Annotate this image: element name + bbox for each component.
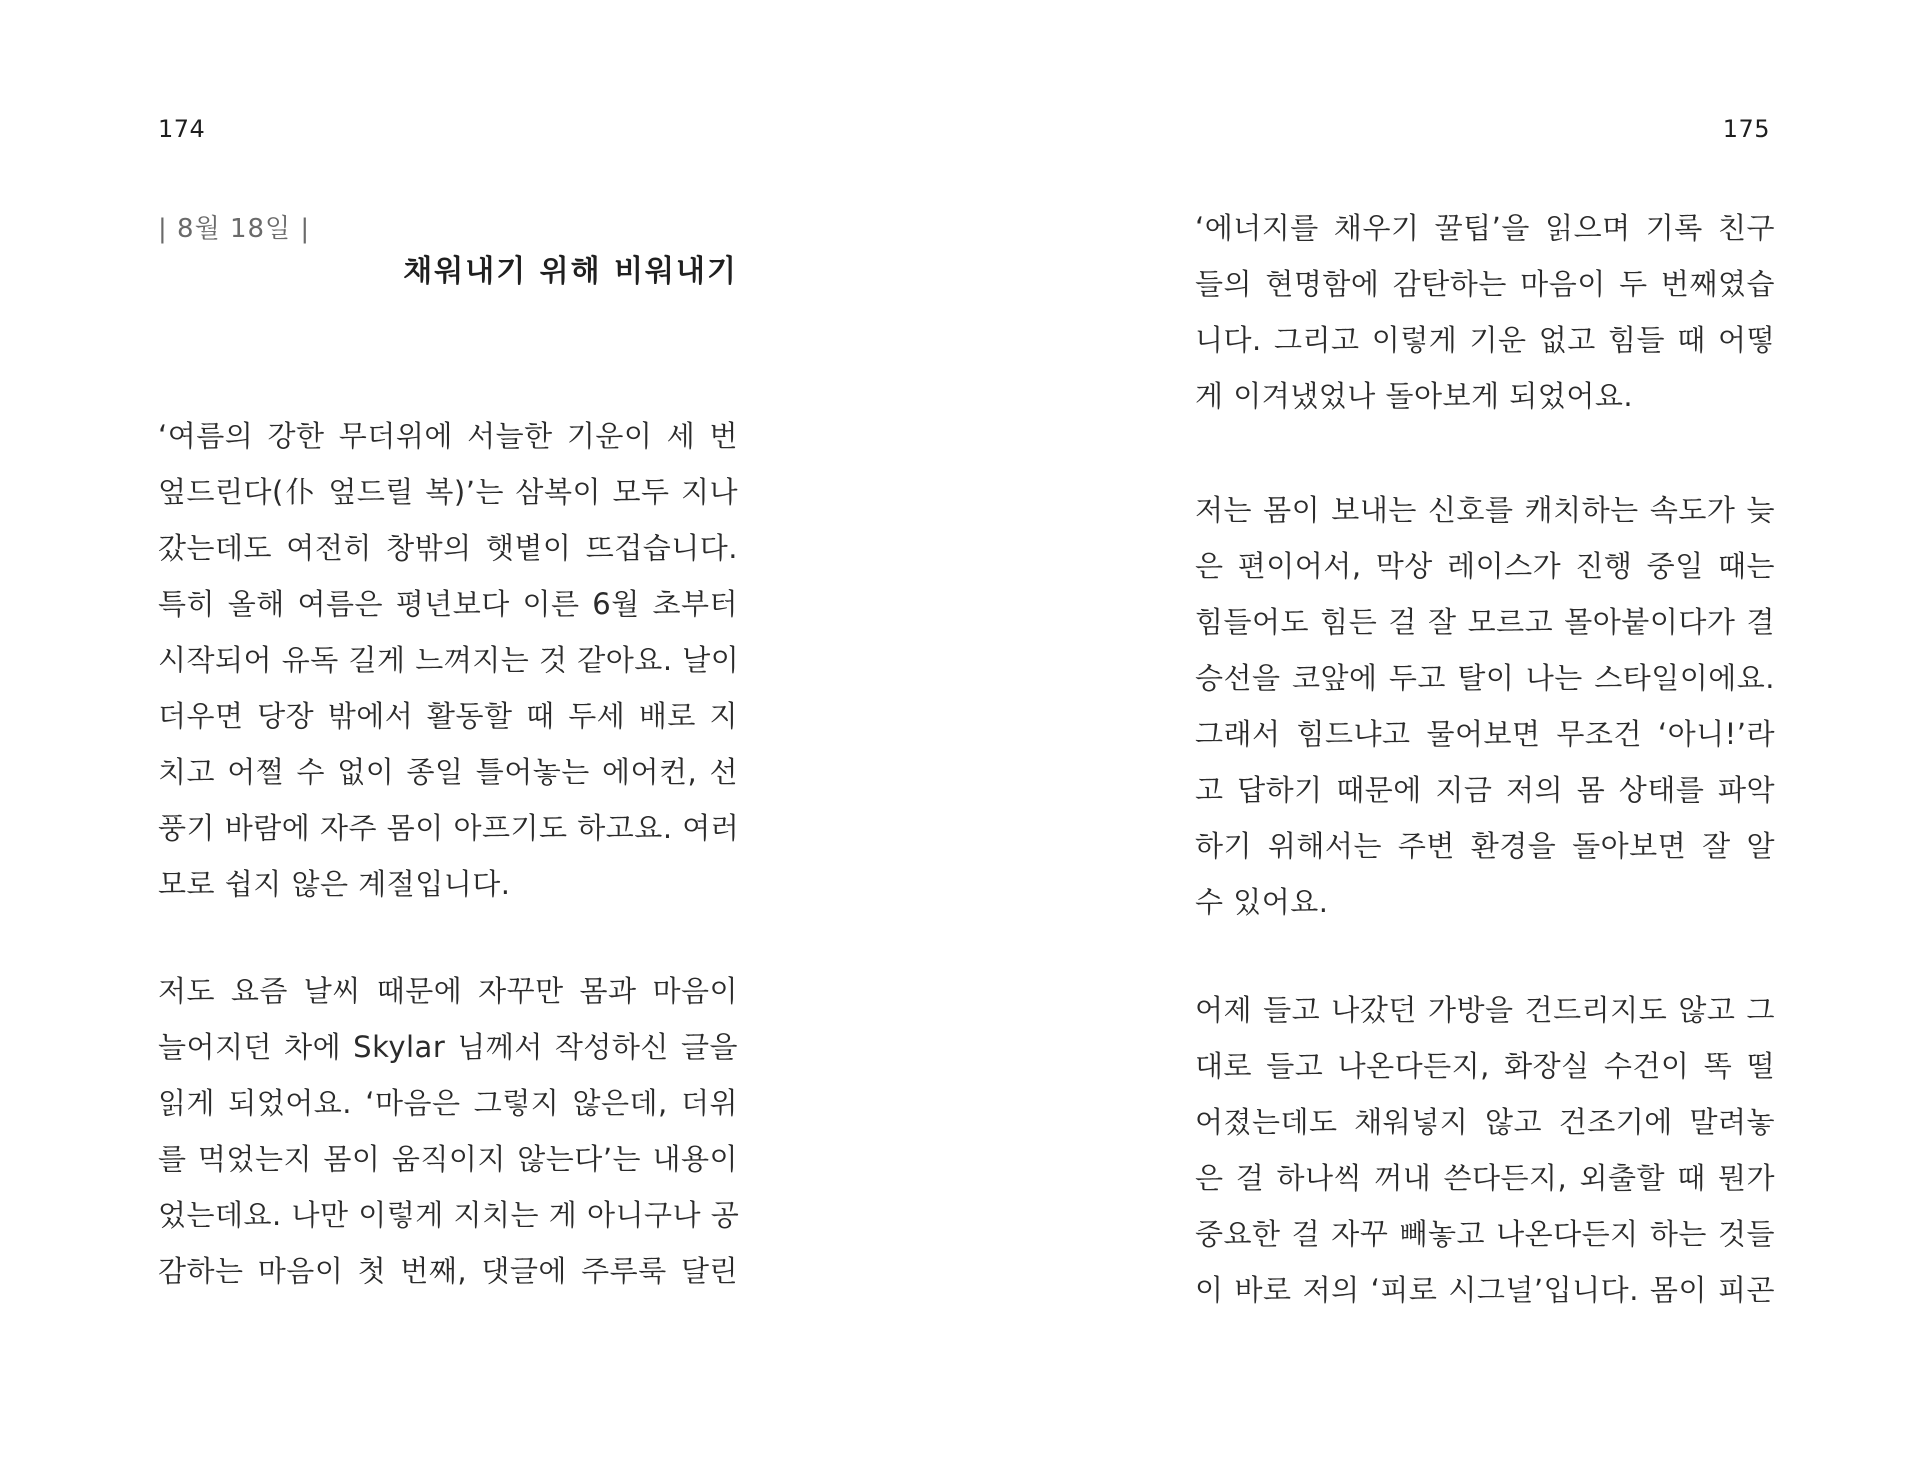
paragraph (158, 408, 738, 912)
paragraph (158, 963, 738, 1299)
text-line: 힘들어도 힘든 걸 잘 모르고 몰아붙이다가 결 (1195, 605, 1775, 639)
text-line: 하기 위해서는 주변 환경을 돌아보면 잘 알 (1195, 829, 1775, 863)
text-line: 들의 현명함에 감탄하는 마음이 두 번째였습 (1195, 267, 1775, 301)
text-line: 저는 몸이 보내는 신호를 캐치하는 속도가 늦 (1195, 493, 1775, 527)
text-line: ‘여름의 강한 무더위에 서늘한 기운이 세 번 (158, 419, 738, 453)
text-line: 갔는데도 여전히 창밖의 햇볕이 뜨겁습니다. (158, 531, 738, 565)
text-line: 시작되어 유독 길게 느껴지는 것 같아요. 날이 (158, 643, 740, 677)
text-line: 그래서 힘드냐고 물어보면 무조건 ‘아니!’라 (1195, 717, 1775, 751)
page-number-left: 174 (158, 115, 206, 143)
text-line: ‘에너지를 채우기 꿀팁’을 읽으며 기록 친구 (1195, 211, 1775, 245)
right-page (960, 0, 1920, 1483)
text-line: 승선을 코앞에 두고 탈이 나는 스타일이에요. (1195, 661, 1775, 695)
chapter-title: 채워내기 위해 비워내기 (403, 254, 738, 289)
text-line: 감하는 마음이 첫 번째, 댓글에 주루룩 달린 (158, 1254, 738, 1288)
text-line: 은 걸 하나씩 꺼내 쓴다든지, 외출할 때 뭔가 (1195, 1161, 1775, 1195)
text-line: 치고 어쩔 수 없이 종일 틀어놓는 에어컨, 선 (158, 755, 738, 789)
text-line: 를 먹었는지 몸이 움직이지 않는다’는 내용이 (158, 1142, 738, 1176)
text-line: 저도 요즘 날씨 때문에 자꾸만 몸과 마음이 (158, 974, 738, 1008)
text-line: 었는데요. 나만 이렇게 지치는 게 아니구나 공 (158, 1198, 740, 1232)
text-line: 읽게 되었어요. ‘마음은 그렇지 않은데, 더위 (158, 1086, 738, 1120)
text-line: 어졌는데도 채워넣지 않고 건조기에 말려놓 (1195, 1105, 1775, 1139)
text-line: 수 있어요. (1195, 885, 1329, 919)
text-line: 엎드린다(仆 엎드릴 복)’는 삼복이 모두 지나 (158, 475, 738, 509)
text-line: 늘어지던 차에 Skylar 님께서 작성하신 글을 (158, 1030, 738, 1064)
paragraph (1195, 982, 1775, 1318)
text-line: 이 바로 저의 ‘피로 시그널’입니다. 몸이 피곤 (1195, 1273, 1775, 1307)
entry-date: | 8월 18일 | (158, 214, 311, 244)
text-line: 대로 들고 나온다든지, 화장실 수건이 똑 떨 (1195, 1049, 1775, 1083)
text-line: 모로 쉽지 않은 계절입니다. (158, 867, 511, 901)
text-line: 어제 들고 나갔던 가방을 건드리지도 않고 그 (1195, 993, 1775, 1027)
paragraph (1195, 200, 1775, 424)
paragraph (1195, 482, 1775, 930)
text-line: 게 이겨냈었나 돌아보게 되었어요. (1195, 379, 1634, 413)
text-line: 은 편이어서, 막상 레이스가 진행 중일 때는 (1195, 549, 1775, 583)
text-line: 니다. 그리고 이렇게 기운 없고 힘들 때 어떻 (1195, 323, 1775, 357)
text-line: 더우면 당장 밖에서 활동할 때 두세 배로 지 (158, 699, 738, 733)
page-number-right: 175 (1722, 115, 1770, 143)
text-line: 중요한 걸 자꾸 빼놓고 나온다든지 하는 것들 (1195, 1217, 1775, 1251)
text-line: 고 답하기 때문에 지금 저의 몸 상태를 파악 (1195, 773, 1775, 807)
text-line: 풍기 바람에 자주 몸이 아프기도 하고요. 여러 (158, 811, 740, 845)
text-line: 특히 올해 여름은 평년보다 이른 6월 초부터 (158, 587, 738, 621)
